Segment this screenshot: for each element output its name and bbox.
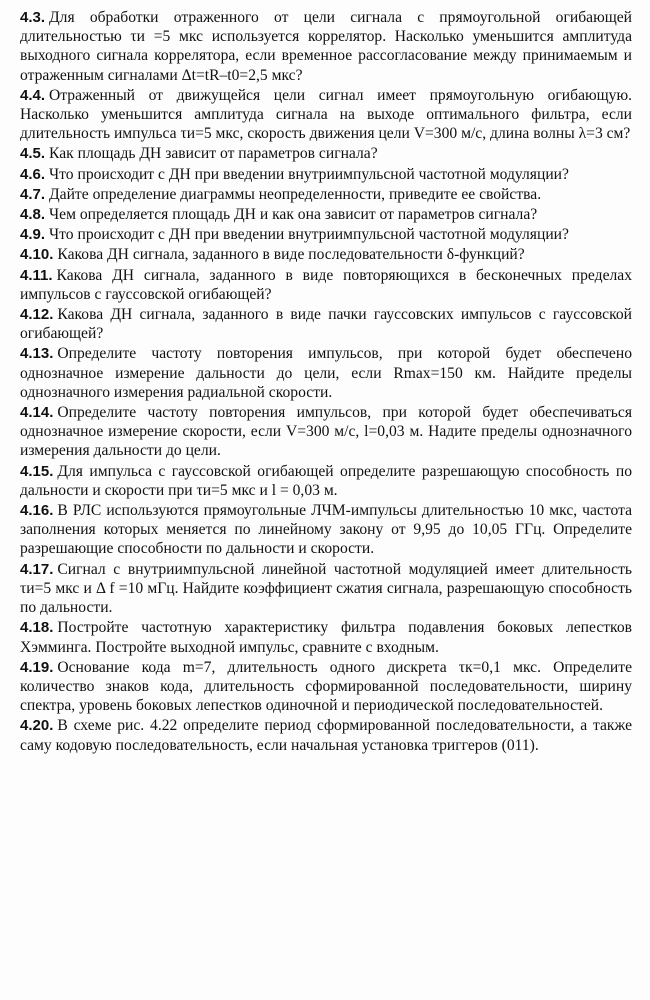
problem-text: Основание кода m=7, длительность одного дискрета τк=0,1 мкс. Определите количество знаков кода, длительность сформированной последовательности, ширину спектра, уровень боковых лепестков одиночной и периодической последовательностей. [20, 658, 632, 715]
problem-number: 4.11. [20, 266, 53, 284]
problem-4-10 [20, 245, 632, 264]
problem-4-14 [20, 403, 632, 461]
problem-number: 4.6. [20, 165, 46, 183]
problem-text: Определите частоту повторения импульсов, при которой будет обеспечено однозначное измерение дальности до цели, если Rmax=150 км. Найдите пределы однозначного измерения радиальной скорости. [20, 345, 632, 401]
problem-number: 4.4. [20, 86, 46, 104]
problem-4-19 [20, 658, 632, 716]
problem-number: 4.17. [20, 560, 54, 578]
problem-text: Чем определяется площадь ДН и как она зависит от параметров сигнала? [49, 206, 538, 224]
problem-text: Отраженный от движущейся цели сигнал имеет прямоугольную огибающую. Насколько уменьшится амплитуда сигнала на выходе оптимального фильтра, если длительность импульса τи=5 мкс, скорость движения цели V=300 м/с, длина волны λ=3 см? [20, 86, 632, 143]
problem-4-9 [20, 225, 632, 244]
problem-4-5 [20, 144, 632, 163]
problem-4-4 [20, 86, 632, 144]
problem-number: 4.15. [20, 462, 54, 480]
problem-number: 4.16. [20, 502, 54, 520]
problem-number: 4.19. [20, 658, 54, 676]
problem-number: 4.7. [20, 185, 46, 203]
problem-number: 4.9. [20, 226, 46, 244]
problem-4-12 [20, 305, 632, 343]
problem-number: 4.5. [20, 145, 46, 163]
problem-text: Какова ДН сигнала, заданного в виде повторяющихся в бесконечных пределах импульсов с гауссовской огибающей? [20, 266, 632, 303]
problem-text: В схеме рис. 4.22 определите период сформированной последовательности, а также саму кодовую последовательность, если начальная установка триггеров (011). [20, 717, 632, 754]
problem-number: 4.12. [20, 306, 54, 324]
problem-number: 4.13. [20, 345, 54, 363]
problem-text: Что происходит с ДН при введении внутриимпульсной частотной модуляции? [49, 165, 569, 183]
problem-text: Сигнал с внутриимпульсной линейной частотной модуляцией имеет длительность τи=5 мкс и Δ f =10 мГц. Найдите коэффициент сжатия сигнала, разрешающую способность по дальности. [20, 560, 632, 617]
problem-text: Постройте частотную характеристику фильтра подавления боковых лепестков Хэмминга. Постройте выходной импульс, сравните с входным. [20, 619, 632, 656]
problem-text: Что происходит с ДН при введении внутриимпульсной частотной модуляции? [49, 226, 569, 244]
problem-number: 4.3. [20, 9, 46, 26]
problem-number: 4.10. [20, 246, 54, 264]
problem-4-13 [20, 344, 632, 402]
problem-number: 4.18. [20, 619, 54, 637]
problem-text: Какова ДН сигнала, заданного в виде последовательности δ-функций? [57, 246, 525, 264]
problem-4-8 [20, 205, 632, 224]
problem-4-3 [20, 8, 632, 85]
problem-number: 4.8. [20, 206, 46, 224]
problem-text: Дайте определение диаграммы неопределенности, приведите ее свойства. [49, 185, 542, 203]
problem-4-7 [20, 185, 632, 204]
problem-text: В РЛС используются прямоугольные ЛЧМ-импульсы длительностью 10 мкс, частота заполнения которых меняется по линейному закону от 9,95 до 10,05 ГГц. Определите разрешающие способности по дальности и скорости. [20, 502, 632, 558]
problem-4-15 [20, 462, 632, 500]
problem-text: Какова ДН сигнала, заданного в виде пачки гауссовских импульсов с гауссовской огибающей? [20, 306, 632, 343]
problem-4-18 [20, 618, 632, 656]
problem-text: Для импульса с гауссовской огибающей определите разрешающую способность по дальности и скорости при τи=5 мкс и l = 0,03 м. [20, 462, 632, 499]
problem-4-17 [20, 560, 632, 618]
problem-4-16 [20, 501, 632, 559]
problem-4-20 [20, 716, 632, 754]
problem-text: Как площадь ДН зависит от параметров сигнала? [49, 145, 378, 163]
problem-number: 4.14. [20, 404, 54, 422]
problem-4-6 [20, 165, 632, 184]
problem-number: 4.20. [20, 717, 54, 735]
problem-text: Для обработки отраженного от цели сигнала с прямоугольной огибающей длительностью τи =5 мкс используется коррелятор. Насколько уменьшится амплитуда выходного сигнала коррелятора, если временное рассогласование между принимаемым и отраженным сигналами Δt=tR–t0=2,5 мкс? [20, 9, 632, 84]
problem-text: Определите частоту повторения импульсов, при которой будет обеспечиваться однозначное измерение скорости, если V=300 м/с, l=0,03 м. Надите пределы однозначного измерения дальности до цели. [20, 404, 632, 460]
problem-4-11 [20, 266, 632, 304]
